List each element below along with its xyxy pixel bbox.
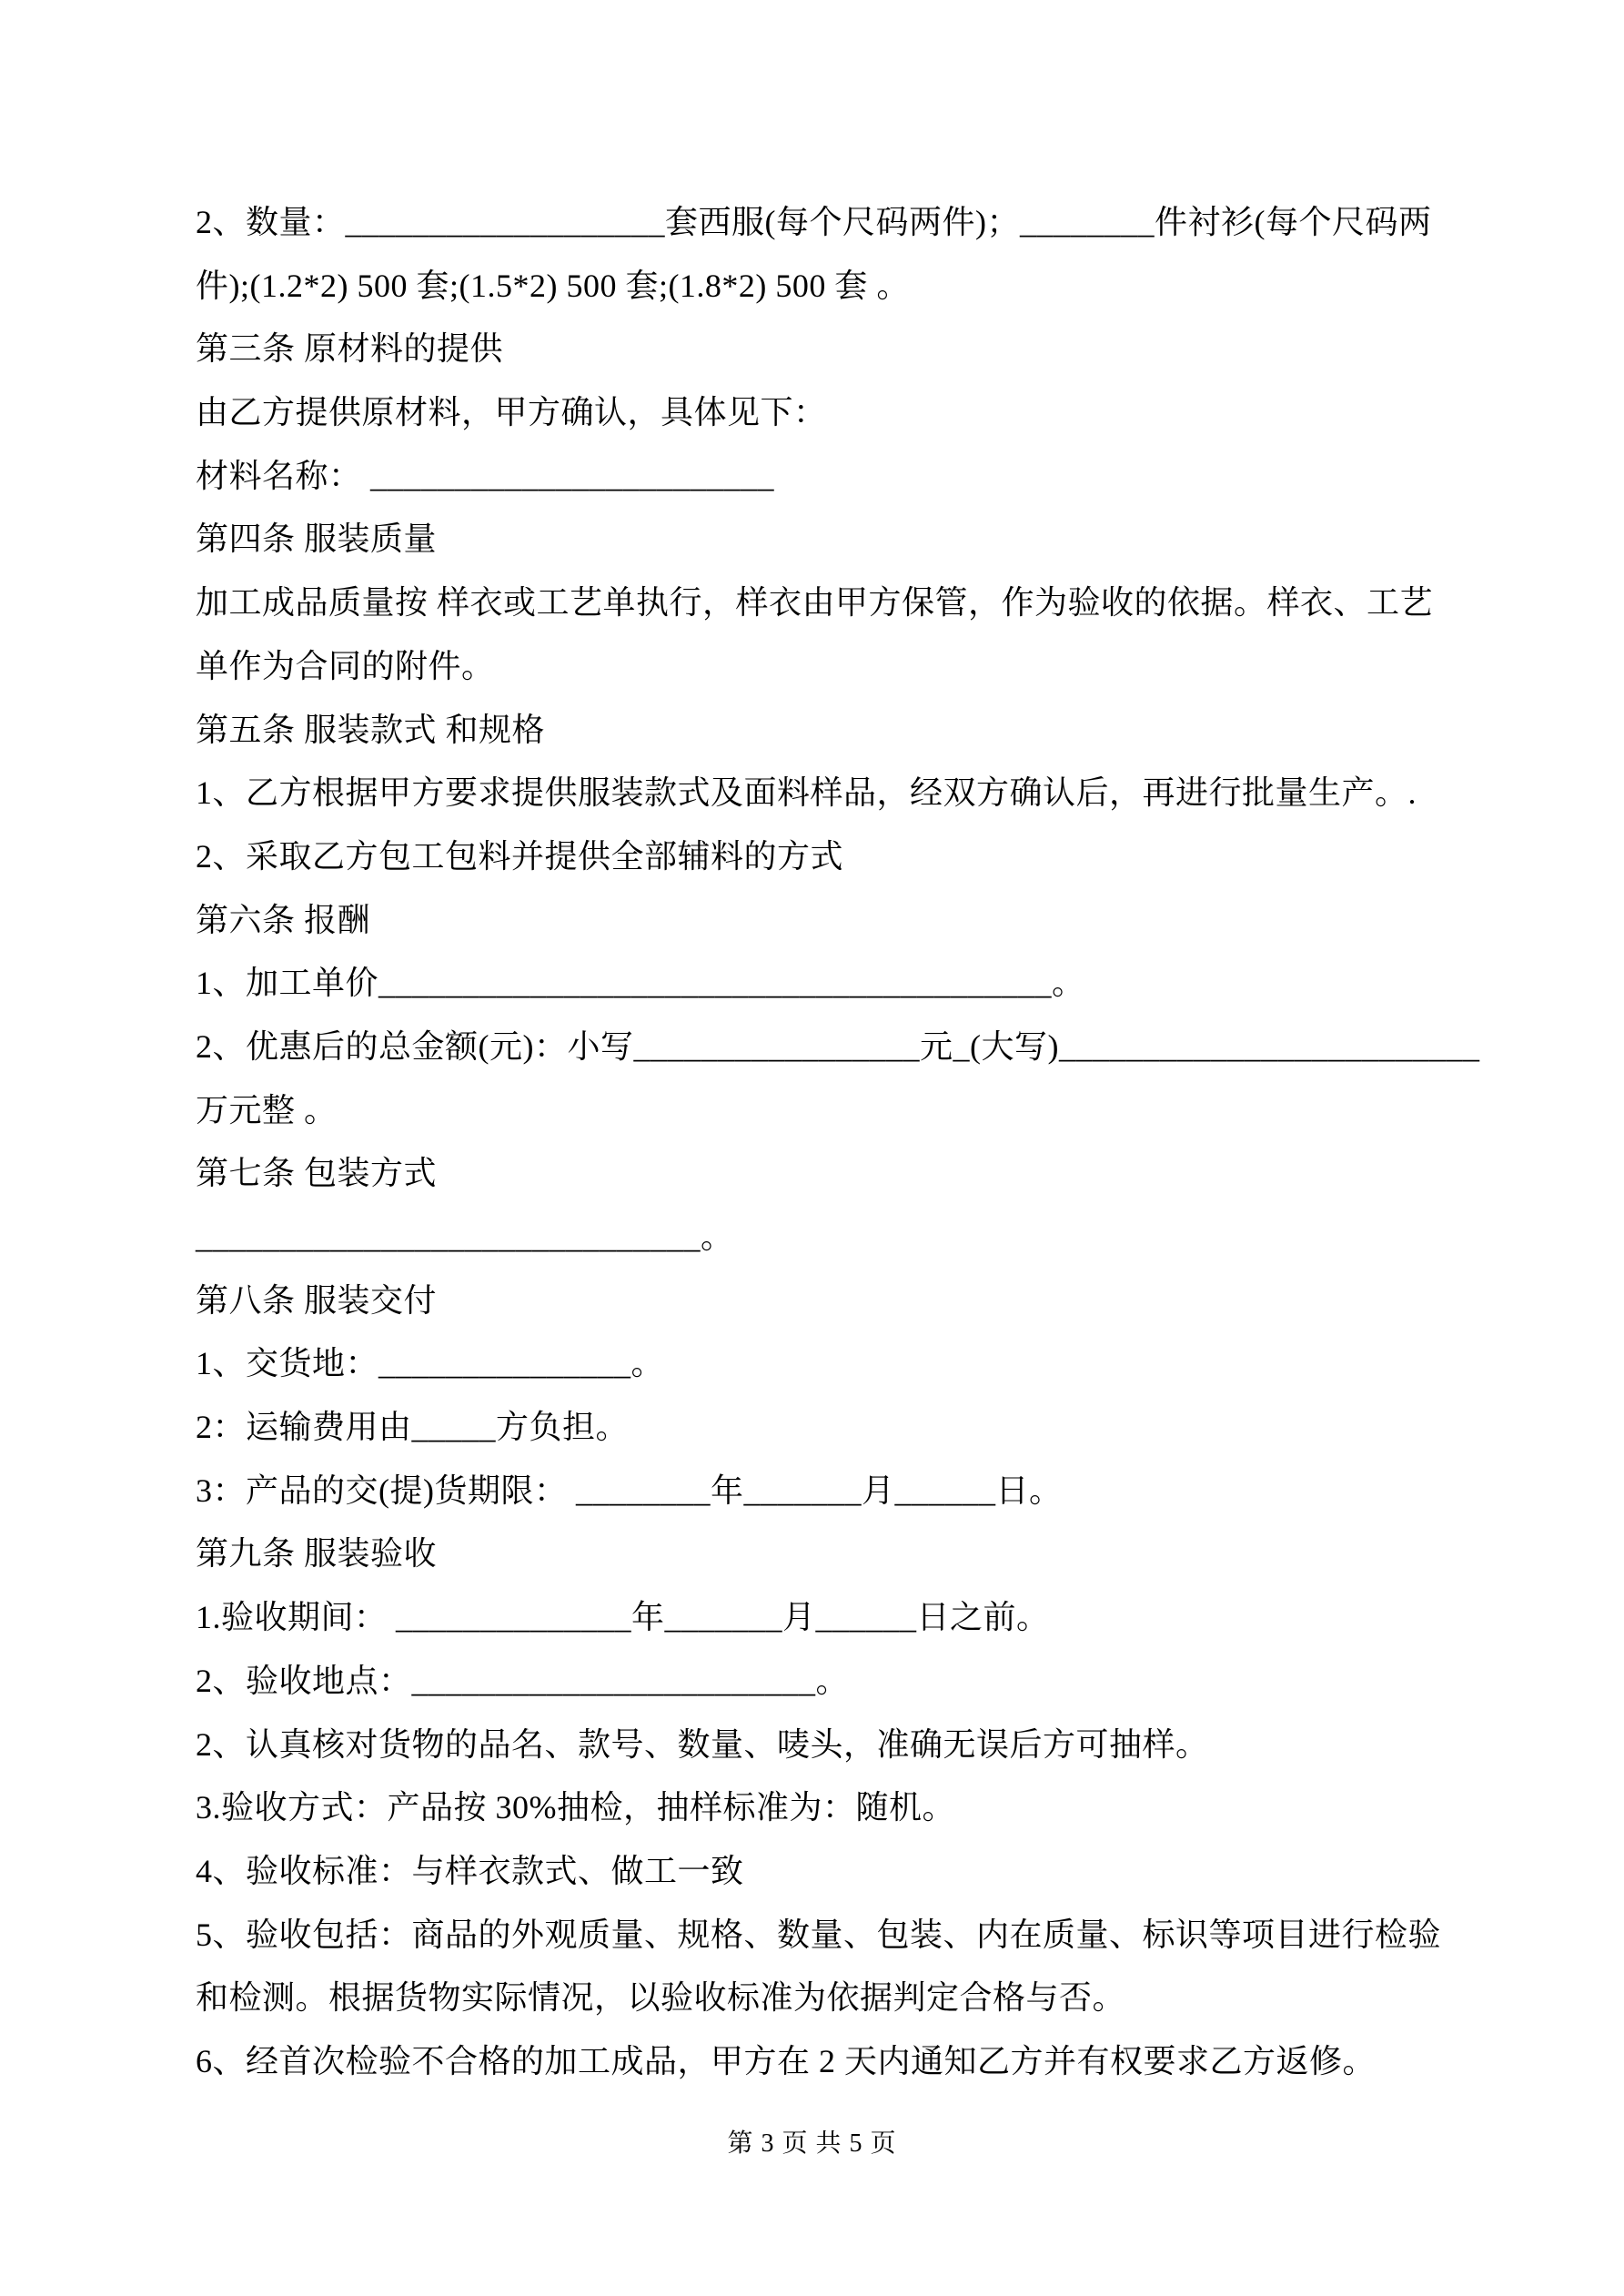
text-line: 1、交货地：_______________。: [196, 1345, 665, 1382]
contract-body: [196, 191, 1480, 2094]
text-line: 1、加工单价________________________________________。: [196, 965, 1085, 1002]
text-line: 2：运输费用由_____方负担。: [196, 1409, 630, 1446]
text-line: 3：产品的交(提)货期限： ________年_______月______日。: [196, 1472, 1063, 1509]
text-line: 由乙方提供原材料，甲方确认，具体见下：: [196, 394, 827, 431]
text-line: 和检测。根据货物实际情况，以验收标准为依据判定合格与否。: [196, 1979, 1126, 2017]
text-line: 第四条 服装质量: [196, 521, 438, 558]
text-line: 第三条 原材料的提供: [196, 330, 504, 368]
text-line: 第五条 服装款式 和规格: [196, 711, 546, 748]
text-line: 2、采取乙方包工包料并提供全部辅料的方式: [196, 837, 844, 875]
text-line: 6、经首次检验不合格的加工成品，甲方在 2 天内通知乙方并有权要求乙方返修。: [196, 2042, 1377, 2079]
text-line: 2、验收地点：________________________。: [196, 1662, 850, 1699]
text-line: 4、验收标准：与样衣款式、做工一致: [196, 1852, 744, 1889]
text-line: 2、数量：___________________套西服(每个尺码两件)；________件衬衫(每个尺码两: [196, 204, 1432, 240]
text-line: 1、乙方根据甲方要求提供服装款式及面料样品，经双方确认后，再进行批量生产。.: [196, 774, 1417, 812]
text-line: ______________________________。: [196, 1219, 734, 1255]
text-line: 5、验收包括：商品的外观质量、规格、数量、包装、内在质量、标识等项目进行检验: [196, 1916, 1442, 1953]
text-line: 加工成品质量按 样衣或工艺单执行，样衣由甲方保管，作为验收的依据。样衣、工艺: [196, 584, 1434, 622]
text-line: 件);(1.2*2) 500 套;(1.5*2) 500 套;(1.8*2) 500 套 。: [196, 267, 910, 304]
text-line: 第六条 报酬: [196, 901, 371, 938]
text-line: 第八条 服装交付: [196, 1281, 438, 1319]
text-line: 第九条 服装验收: [196, 1535, 438, 1573]
text-line: 材料名称： ________________________: [196, 457, 775, 494]
text-line: 1.验收期间： ______________年_______月______日之前。: [196, 1599, 1050, 1636]
text-line: 第七条 包装方式: [196, 1155, 438, 1192]
text-line: 2、优惠后的总金额(元)：小写_________________元_(大写)_________________________: [196, 1027, 1480, 1065]
page-number-footer: 第 3 页 共 5 页: [727, 2129, 897, 2158]
text-line: 单作为合同的附件。: [196, 647, 495, 684]
text-line: 万元整 。: [196, 1091, 338, 1128]
text-line: 2、认真核对货物的品名、款号、数量、唛头，准确无误后方可抽样。: [196, 1725, 1209, 1763]
text-line: 3.验收方式：产品按 30%抽检，抽样标准为：随机。: [196, 1789, 955, 1826]
